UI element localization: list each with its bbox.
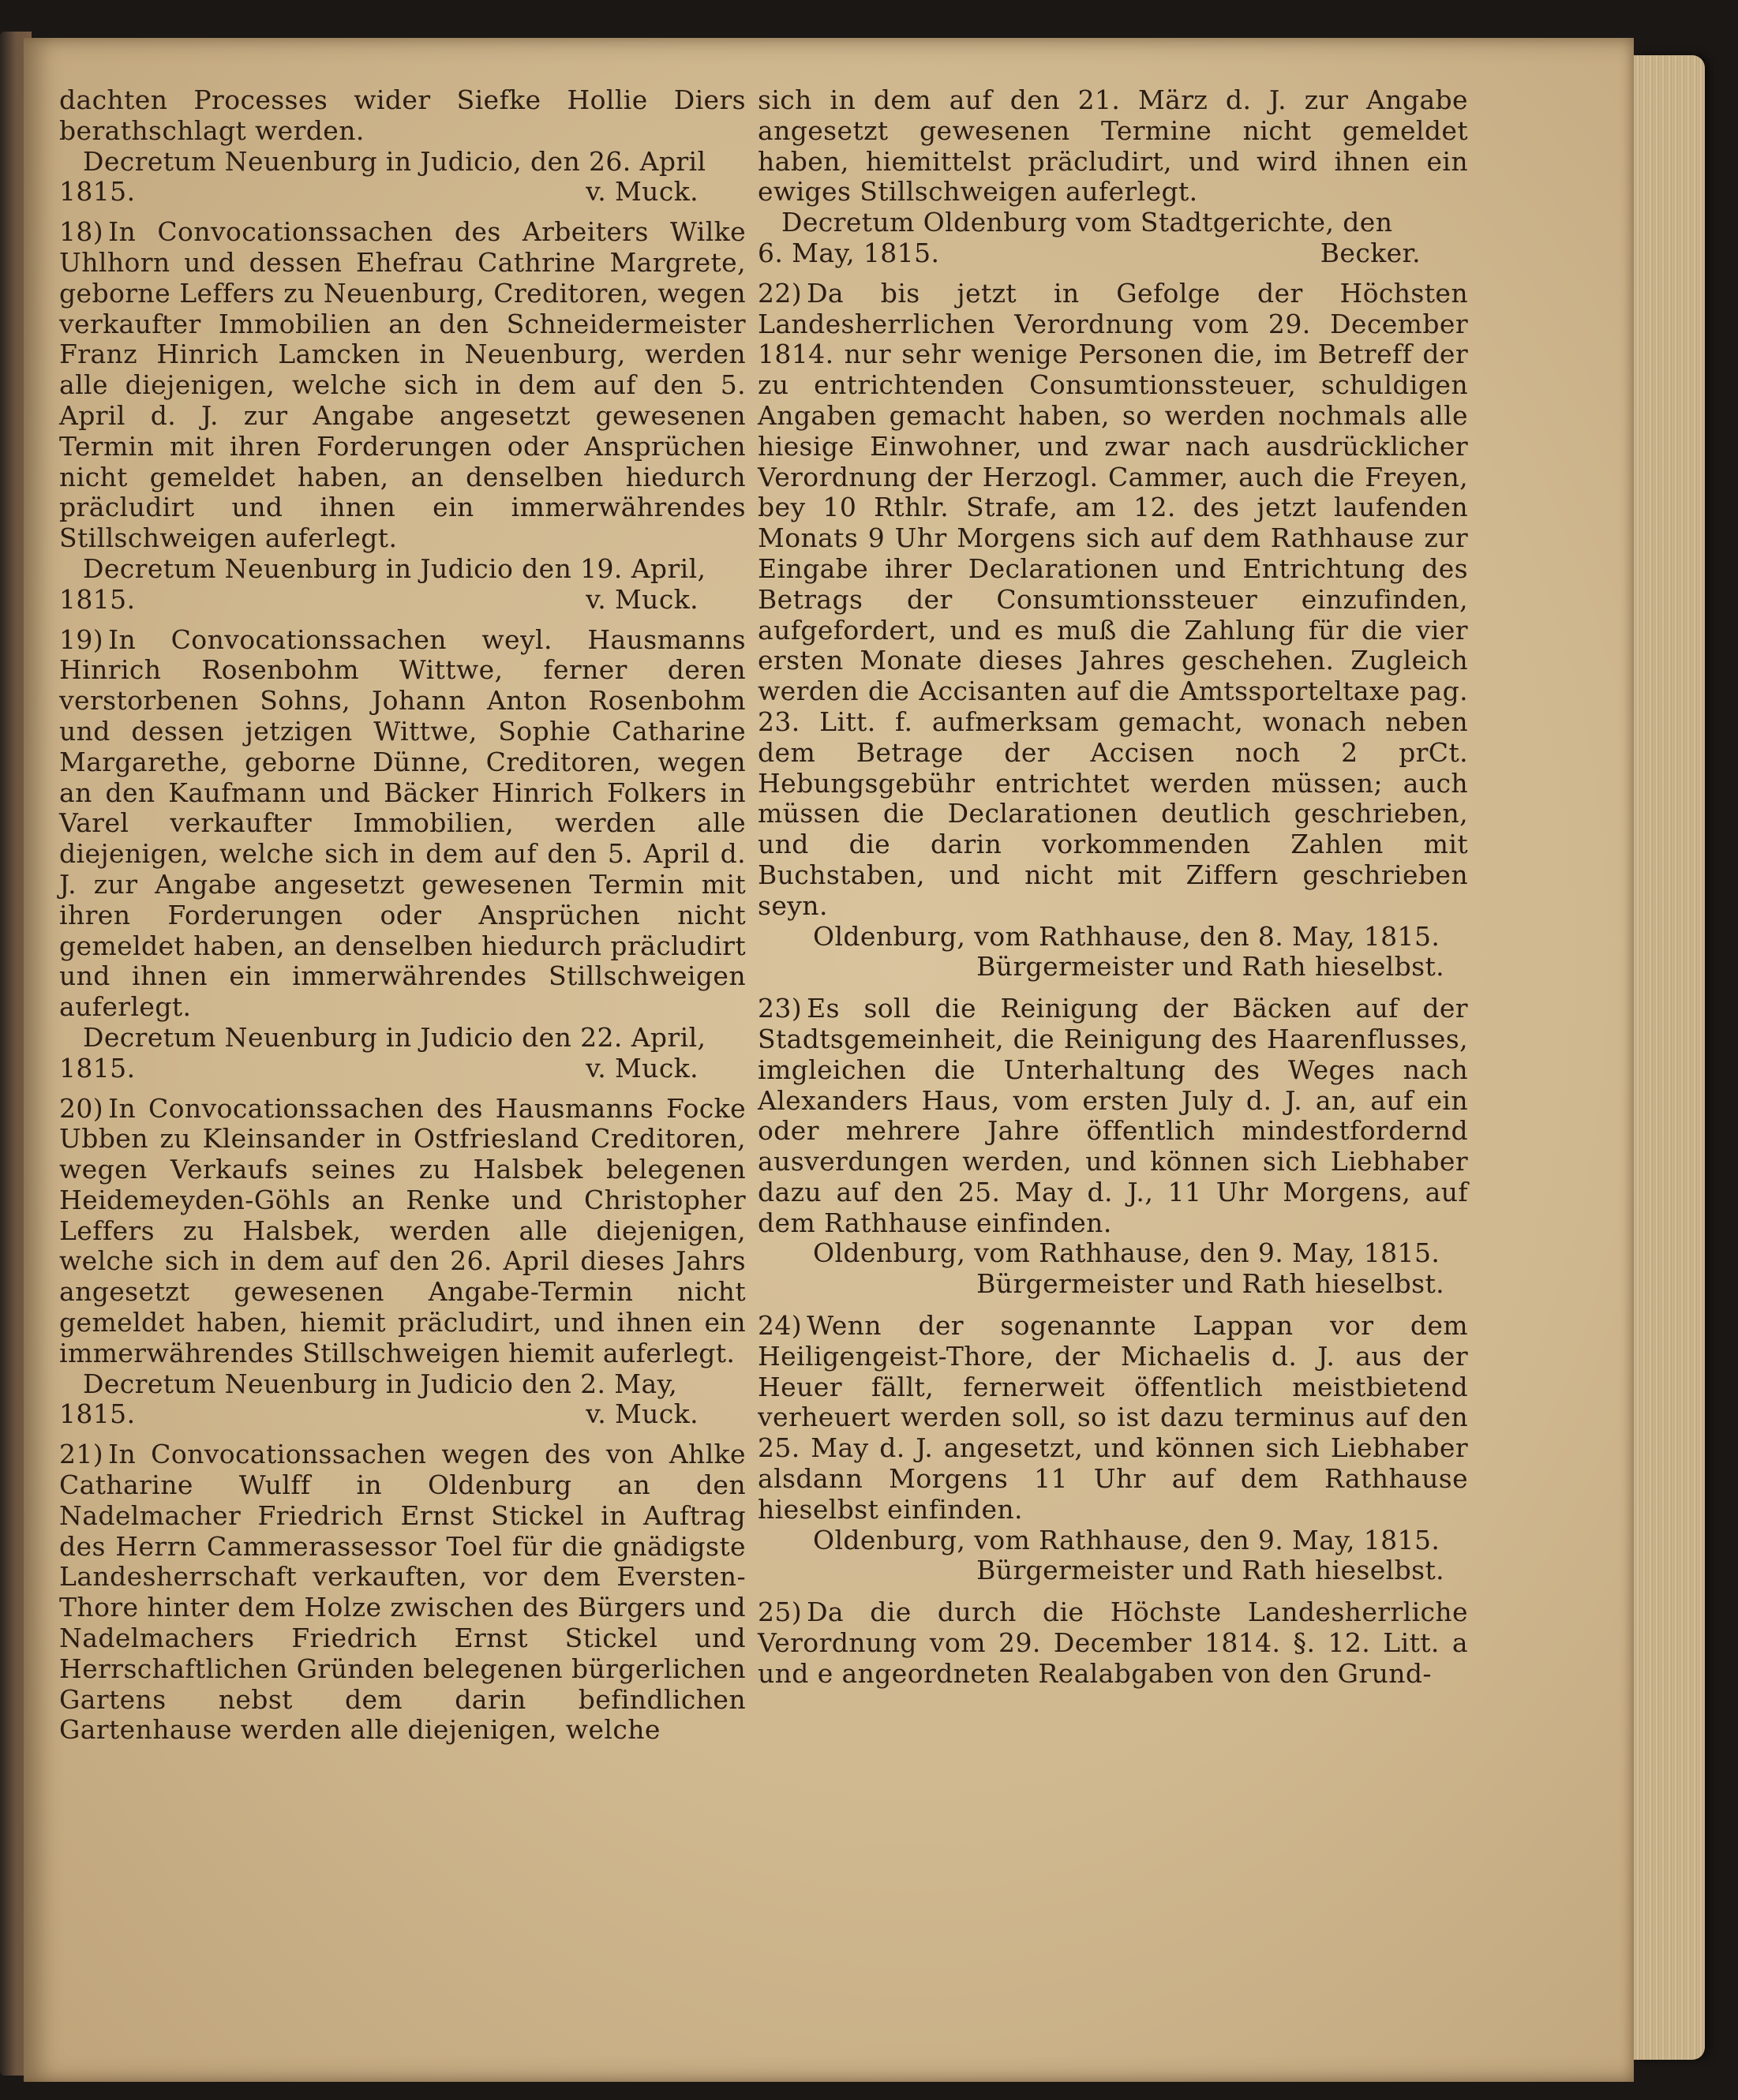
issuing-official: Bürgermeister und Rath hieselbst.: [976, 1268, 1444, 1300]
entry-text: In Convocationssachen weyl. Hausmanns Hinrich Rosenbohm Wittwe, ferner deren verstorbenen Sohns, Johann Anton Rosenbohm und dessen jetzigen Wittwe, Sophie Catharine Margarethe, geborne Dünne, Creditoren, wegen an den Kaufmann und Bäcker Hinrich Folkers in Varel verkaufter Immobilien, werden alle diejenigen, welche sich in dem auf den 5. April d. J. zur Angabe angesetzt gewesenen Termin mit ihren Forderungen oder Ansprüchen nicht gemeldet haben, an denselben hiedurch präcludirt und ihnen ein immerwährendes Stillschweigen auferlegt.: [59, 623, 746, 1023]
decree-line: Decretum Neuenburg in Judicio den 19. April,: [83, 552, 706, 584]
continuation-text: sich in dem auf den 21. März d. J. zur Angabe angesetzt gewesenen Termine nicht gemeldet haben, hiemittelst präcludirt, und wird ihnen ein ewiges Stillschweigen auferlegt.: [758, 84, 1468, 208]
decree-line: Decretum Oldenburg vom Stadtgerichte, den: [781, 207, 1393, 238]
issuing-place: Oldenburg, vom Rathhause, den 9. May, 1815.: [813, 1237, 1440, 1269]
entry-text: In Convocationssachen des Arbeiters Wilke Uhlhorn und dessen Ehefrau Cathrine Margrete, geborne Leffers zu Neuenburg, Creditoren, wegen verkaufter Immobilien an den Schneidermeister Franz Hinrich Lamcken in Neuenburg, werden alle diejenigen, welche sich in dem auf den 5. April d. J. zur Angabe angesetzt gewesenen Termin mit ihren Forderungen oder Ansprüchen nicht gemeldet haben, an denselben hiedurch präcludirt und ihnen ein immerwährendes Stillschweigen auferlegt.: [59, 216, 746, 554]
notice-entry: [758, 1597, 1468, 1689]
entry-number: 24): [758, 1310, 803, 1342]
issuing-official: Bürgermeister und Rath hieselbst.: [976, 1555, 1444, 1586]
issuing-place: Oldenburg, vom Rathhause, den 9. May, 1815.: [813, 1524, 1440, 1555]
notice-entry: [758, 279, 1468, 983]
notice-entry: [758, 1311, 1468, 1586]
notice-entry: [59, 1094, 746, 1431]
entry-number: 21): [59, 1439, 104, 1470]
entry-number: 18): [59, 216, 104, 248]
entry-text: In Convocationssachen wegen des von Ahlke Catharine Wulff in Oldenburg an den Nadelmacher Friedrich Ernst Stickel in Auftrag des Herrn Cammerassessor Toel für die gnädigste Landesherrschaft verkauften, vor dem Eversten-Thore hinter dem Holze zwischen des Bürgers und Nadelmachers Friedrich Ernst Stickel und Herrschaftlichen Gründen belegenen bürgerlichen Gartens nebst dem darin befindlichen Gartenhause werden alle diejenigen, welche: [59, 1439, 746, 1746]
decree-signature: v. Muck.: [586, 583, 699, 615]
decree-year: 1815.: [59, 176, 136, 208]
decree-signature: Becker.: [1320, 237, 1421, 268]
entry-number: 22): [758, 277, 803, 309]
entry-number: 19): [59, 623, 104, 655]
decree-signature: v. Muck.: [586, 1398, 699, 1430]
decree-line: Decretum Neuenburg in Judicio, den 26. April: [83, 145, 706, 177]
decree-year: 1815.: [59, 1052, 136, 1084]
left-column: [59, 85, 746, 1755]
decree-signature: v. Muck.: [586, 176, 699, 208]
page-stack-edge: [1634, 55, 1705, 2060]
entry-number: 20): [59, 1092, 104, 1124]
entry-text: Wenn der sogenannte Lappan vor dem Heiligengeist-Thore, der Michaelis d. J. aus der Heuer fällt, fernerweit öffentlich meistbietend verheuert werden soll, so ist dazu terminus auf den 25. May d. J. angesetzt, und können sich Liebhaber alsdann Morgens 11 Uhr auf dem Rathhause hieselbst einfinden.: [758, 1310, 1468, 1525]
decree-footer: [758, 238, 1468, 269]
decree-date: 6. May, 1815.: [758, 237, 940, 268]
issuing-place: Oldenburg, vom Rathhause, den 8. May, 1815.: [813, 920, 1440, 952]
notice-entry: [59, 217, 746, 615]
entry-text: Da bis jetzt in Gefolge der Höchsten Landesherrlichen Verordnung vom 29. December 1814. nur sehr wenige Personen die, im Betreff der zu entrichtenden Consumtionssteuer, schuldigen Angaben gemacht haben, so werden nochmals alle hiesige Einwohner, und zwar nach ausdrücklicher Verordnung der Herzogl. Cammer, auch die Freyen, bey 10 Rthlr. Strafe, am 12. des jetzt laufenden Monats 9 Uhr Morgens sich auf dem Rathhause zur Eingabe ihrer Declarationen und Entrichtung des Betrags der Consumtionssteuer einzufinden, aufgefordert, und es muß die Zahlung für die vier ersten Monate dieses Jahres geschehen. Zugleich werden die Accisanten auf die Amtssporteltaxe pag. 23. Litt. f. aufmerksam gemacht, wonach neben dem Betrage der Accisen noch 2 prCt. Hebungsgebühr entrichtet werden müssen; auch müssen die Declarationen deutlich geschrieben, und die darin vorkommenden Zahlen mit Buchstaben, und nicht mit Ziffern geschrieben seyn.: [758, 277, 1468, 921]
entry-text: Es soll die Reinigung der Bäcken auf der Stadtsgemeinheit, die Reinigung des Haarenflusses, imgleichen die Unterhaltung des Weges nach Alexanders Haus, vom ersten July d. J. an, auf ein oder mehrere Jahre öffentlich mindestfordernd ausverdungen werden, und können sich Liebhaber dazu auf den 25. May d. J., 11 Uhr Morgens, auf dem Rathhause einfinden.: [758, 993, 1468, 1238]
continuation-text: dachten Processes wider Siefke Hollie Diers berathschlagt werden.: [59, 84, 746, 146]
decree-year: 1815.: [59, 1398, 136, 1430]
decree-line: Decretum Neuenburg in Judicio den 2. May,: [83, 1368, 678, 1399]
decree-line: Decretum Neuenburg in Judicio den 22. April,: [83, 1021, 706, 1053]
decree-signature: v. Muck.: [586, 1052, 699, 1084]
entry-text: In Convocationssachen des Hausmanns Focke Ubben zu Kleinsander in Ostfriesland Creditoren, wegen Verkaufs seines zu Halsbek belegenen Heidemeyden-Göhls an Renke und Christopher Leffers zu Halsbek, werden alle diejenigen, welche sich in dem auf den 26. April dieses Jahrs angesetzt gewesenen Angabe-Termin nicht gemeldet haben, hiemit präcludirt, und ihnen ein immerwährendes Stillschweigen hiemit auferlegt.: [59, 1092, 746, 1368]
decree-year: 1815.: [59, 583, 136, 615]
notice-entry: [758, 994, 1468, 1300]
entry-number: 25): [758, 1597, 803, 1628]
notice-entry: [59, 625, 746, 1084]
decree-footer: [59, 177, 746, 208]
notice-entry: [59, 1439, 746, 1746]
entry-number: 23): [758, 993, 803, 1024]
entry-text: Da die durch die Höchste Landesherrliche Verordnung vom 29. December 1814. §. 12. Litt. a und e angeordneten Realabgaben von den Grund-: [758, 1597, 1468, 1689]
issuing-official: Bürgermeister und Rath hieselbst.: [976, 951, 1444, 983]
right-column: [758, 85, 1468, 1699]
